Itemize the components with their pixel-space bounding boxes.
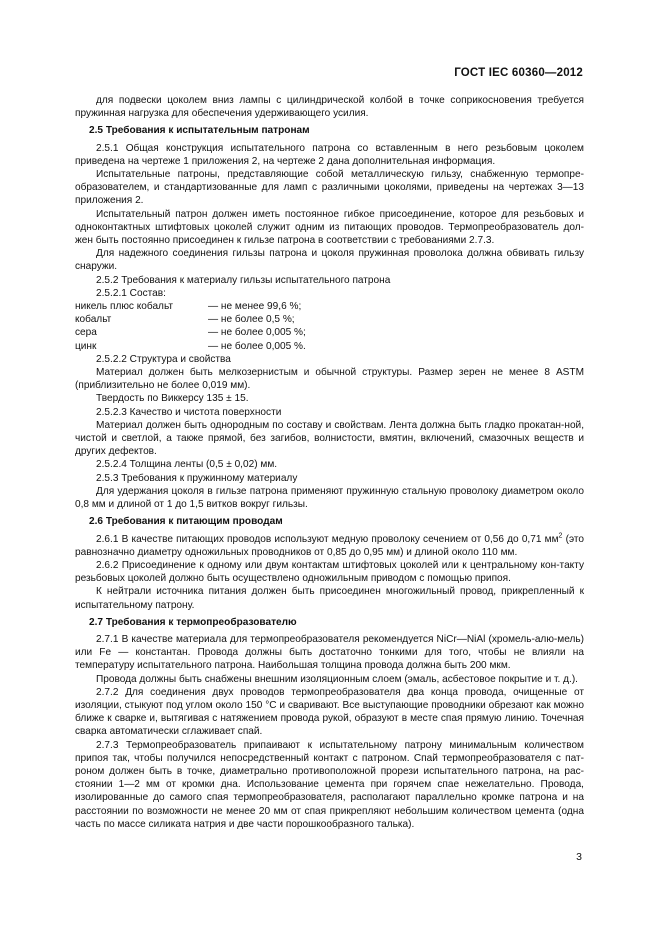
composition-row — [75, 300, 584, 313]
composition-element: сера — [75, 327, 97, 339]
paragraph-text: (это равнозначно диаметру одножильных проводников от 0,85 до 0,95 мм) и длиной около 110 мм. — [75, 533, 585, 558]
document-header: ГОСТ IEC 60360—2012 — [454, 67, 583, 79]
superscript: 2 — [558, 532, 563, 540]
page-number: 3 — [576, 851, 582, 863]
paragraph: 2.7.1 В качестве материала для термопреобразователя рекомендуется NiCr—NiAl (хромель-алю-мель) или Fe — константан. Провода должны быть достаточно тонкими для того, чтобы не влияли на температуру испытательного патрона. Наибольшая толщина провода должна быть 200 мкм. — [75, 633, 584, 672]
composition-element: цинк — [75, 340, 97, 352]
composition-row — [75, 340, 584, 353]
section-heading-2-5: 2.5 Требования к испытательным патронам — [89, 125, 310, 137]
paragraph — [75, 533, 584, 559]
paragraph: Материал должен быть мелкозернистым и обычной структуры. Размер зерен не менее 8 ASTM (приблизительно не более 0,019 мм). — [75, 367, 584, 392]
paragraph-text: 2.6.1 В качестве питающих проводов используют медную проволоку сечением от 0,56 до 0,71 мм — [96, 533, 559, 545]
paragraph: 2.6.2 Присоединение к одному или двум контактам штифтовых цоколей или к центральному кон-такту резьбовых цоколей должно быть осуществлено одножильным приводом с помощью припоя. — [75, 559, 584, 585]
paragraph: Испытательный патрон должен иметь постоянное гибкое присоединение, которое для резьбовых и одноконтактных штифтовых цоколей служит одним из питающих проводов. Термопреобразователь дол-жен быть постоянно присоединен к гильзе патрона в соответствии с требованиями 2.7.3. — [75, 208, 584, 247]
paragraph: 2.7.2 Для соединения двух проводов термопреобразователя два конца провода, очищенные от изоляции, стыкуют под углом около 150 °С и сваривают. Все выступающие проводники обрезают как можно ближе к сварке и, вытягивая с натяжением провода рукой, образуют в месте спая прямую линию. Точечная сварка автоматически сглаживает спай. — [75, 686, 584, 738]
paragraph: для подвески цоколем вниз лампы с цилиндрической колбой в точке соприкосновения требуется пружинная нагрузка для обеспечения удерживающего усилия. — [75, 95, 584, 120]
subsection-2-5-2: 2.5.2 Требования к материалу гильзы испытательного патрона — [96, 274, 391, 286]
document-body — [75, 94, 584, 831]
subsection-2-5-2-4: 2.5.2.4 Толщина ленты (0,5 ± 0,02) мм. — [96, 459, 278, 471]
composition-list — [75, 300, 584, 353]
paragraph: Твердость по Виккерсу 135 ± 15. — [96, 393, 249, 405]
composition-value: — не более 0,005 %; — [208, 327, 306, 339]
composition-value: — не более 0,005 %. — [208, 340, 306, 352]
composition-element: кобальт — [75, 314, 112, 326]
section-heading-2-7: 2.7 Требования к термопреобразователю — [89, 616, 297, 628]
composition-value: — не более 0,5 %; — [208, 314, 295, 326]
paragraph: К нейтрали источника питания должен быть присоединен многожильный провод, прикрепленный к испытательному патрону. — [75, 586, 584, 611]
composition-row — [75, 326, 584, 339]
paragraph: Провода должны быть снабжены внешним изоляционным слоем (эмаль, асбестовое покрытие и т. д.). — [96, 673, 578, 685]
paragraph: Для удержания цоколя в гильзе патрона применяют пружинную стальную проволоку диаметром около 0,8 мм и длиной от 1 до 1,5 витков вокруг гильзы. — [75, 485, 584, 511]
paragraph: Испытательные патроны, представляющие собой металлическую гильзу, снабженную термопре-образователем, и стандартизованные для ламп с различными цоколями, приведены на чертежах 3—13 приложения 2. — [75, 169, 584, 207]
paragraph: 2.7.3 Термопреобразователь припаивают к испытательному патрону минимальным количеством припоя так, чтобы получился непосредственный контакт с патроном. Спай термопреобразователя с пат-роном должен быть в точке, диаметрально противоположной прорези испытательного патрона, на рас-стоянии 1—2 мм от кромки дна. Использование цемента при горячем спае нежелательно. Провода, изолированные до самого спая термопреобразователя, располагают параллельно кромке патрона и на расстоянии по возможности не менее 20 мм от спая прикрепляют небольшим количеством цемента (одна часть по массе силиката натрия и две части порошкообразного талька). — [75, 739, 584, 830]
subsection-2-5-2-2: 2.5.2.2 Структура и свойства — [96, 353, 231, 365]
paragraph: 2.5.1 Общая конструкция испытательного патрона со вставленным в него резьбовым цоколем приведена на чертеже 1 приложения 2, на чертеже 2 дана дополнительная информация. — [75, 142, 584, 167]
composition-value: — не менее 99,6 %; — [208, 301, 302, 313]
section-heading-2-6: 2.6 Требования к питающим проводам — [89, 516, 283, 528]
subsection-2-5-3: 2.5.3 Требования к пружинному материалу — [96, 472, 298, 484]
subsection-2-5-2-1: 2.5.2.1 Состав: — [96, 287, 166, 299]
subsection-2-5-2-3: 2.5.2.3 Качество и чистота поверхности — [96, 406, 282, 418]
paragraph: Материал должен быть однородным по составу и свойствам. Лента должна быть гладко прокатан-ной, чистой и светлой, а также прямой, без загибов, волнистости, вмятин, включений, смазочных веществ и других дефектов. — [75, 419, 584, 458]
composition-row — [75, 313, 584, 326]
paragraph: Для надежного соединения гильзы патрона и цоколя пружинная проволока должна обвивать гильзу снаружи. — [75, 248, 584, 273]
composition-element: никель плюс кобальт — [75, 301, 174, 313]
